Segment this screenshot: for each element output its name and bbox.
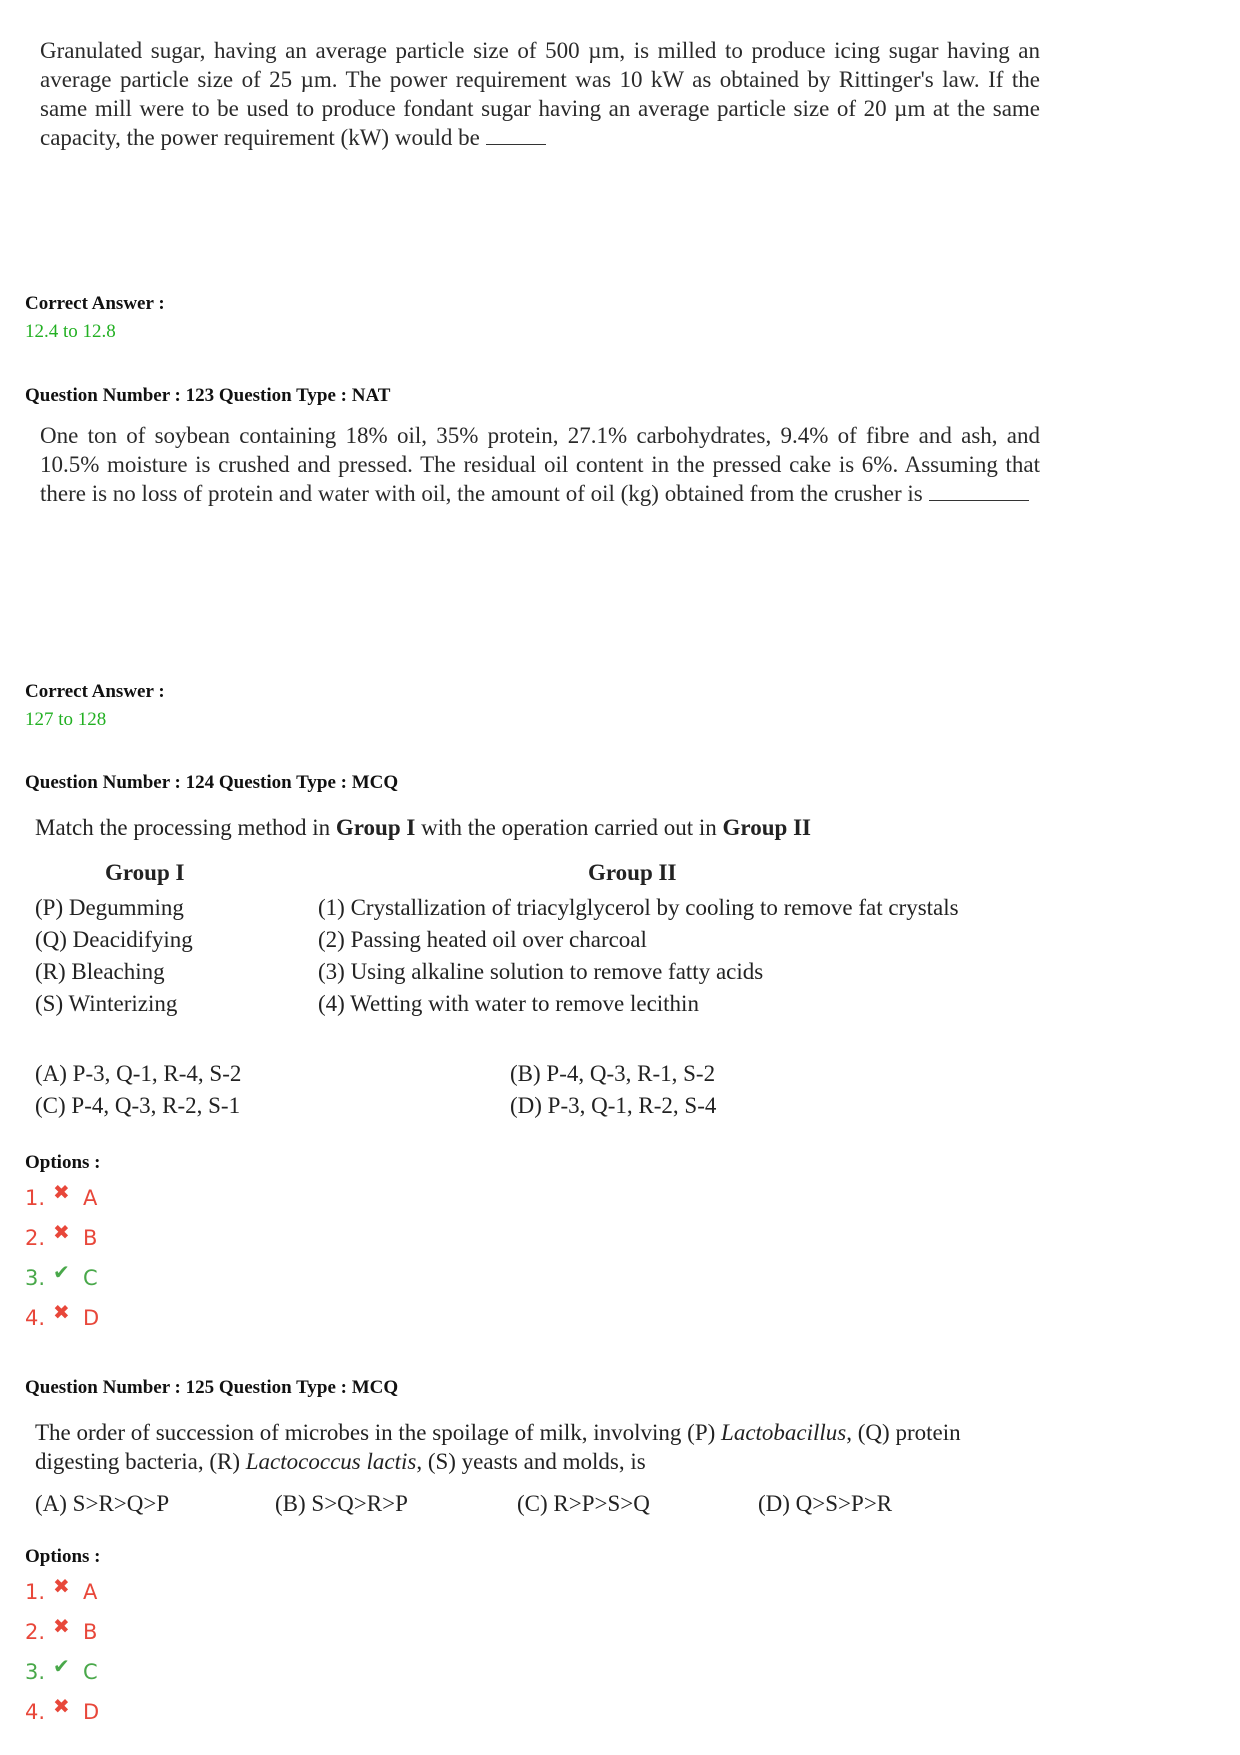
option-item-correct bbox=[25, 1652, 99, 1692]
option-number: 4. bbox=[25, 1306, 46, 1330]
option-item bbox=[25, 1612, 99, 1652]
q125-question-text bbox=[35, 1418, 995, 1476]
q124-intro-part: with the operation carried out in bbox=[415, 815, 723, 840]
option-item bbox=[25, 1218, 99, 1258]
option-letter: A bbox=[83, 1580, 98, 1604]
option-letter: B bbox=[83, 1620, 98, 1644]
cross-icon: ✖ bbox=[53, 1614, 70, 1638]
group1-item: (Q) Deacidifying bbox=[35, 927, 193, 952]
group2-item: (1) Crystallization of triacylglycerol by cooling to remove fat crystals bbox=[318, 895, 959, 920]
q125-choice-c: (C) R>P>S>Q bbox=[517, 1491, 650, 1516]
q124-choice-c: (C) P-4, Q-3, R-2, S-1 bbox=[35, 1093, 241, 1118]
check-icon: ✔ bbox=[53, 1260, 70, 1284]
group2-title: Group II bbox=[588, 860, 677, 885]
cross-icon: ✖ bbox=[53, 1694, 70, 1718]
q123-correct-answer-value: 127 to 128 bbox=[25, 709, 107, 730]
q122-correct-answer-label: Correct Answer : bbox=[25, 293, 165, 314]
option-item bbox=[25, 1178, 99, 1218]
group1-title: Group I bbox=[105, 860, 185, 885]
option-item bbox=[25, 1298, 99, 1338]
q125-header: Question Number : 125 Question Type : MCQ bbox=[25, 1377, 399, 1398]
q123-header: Question Number : 123 Question Type : NAT bbox=[25, 385, 391, 406]
q122-question-text bbox=[40, 36, 1040, 152]
option-number: 1. bbox=[25, 1186, 46, 1210]
option-number: 4. bbox=[25, 1700, 46, 1724]
answer-blank bbox=[486, 144, 546, 145]
q124-intro bbox=[35, 812, 811, 844]
answer-blank bbox=[929, 500, 1029, 501]
cross-icon: ✖ bbox=[53, 1300, 70, 1324]
q124-options-list bbox=[25, 1178, 99, 1338]
q124-options-label: Options : bbox=[25, 1152, 101, 1173]
q124-intro-part: Match the processing method in bbox=[35, 815, 336, 840]
option-letter: D bbox=[83, 1700, 100, 1724]
option-number: 3. bbox=[25, 1266, 46, 1290]
cross-icon: ✖ bbox=[53, 1220, 70, 1244]
option-letter: A bbox=[83, 1186, 98, 1210]
q122-correct-answer-value: 12.4 to 12.8 bbox=[25, 321, 116, 342]
group1-item: (R) Bleaching bbox=[35, 959, 165, 984]
q125-choice-a: (A) S>R>Q>P bbox=[35, 1491, 170, 1516]
q123-correct-answer-label: Correct Answer : bbox=[25, 681, 165, 702]
q124-choice-d: (D) P-3, Q-1, R-2, S-4 bbox=[510, 1093, 717, 1118]
q125-text-part: The order of succession of microbes in the spoilage of milk, involving (P) bbox=[35, 1420, 722, 1445]
option-number: 1. bbox=[25, 1580, 46, 1604]
group1-list bbox=[35, 892, 193, 1020]
group1-item: (S) Winterizing bbox=[35, 991, 178, 1016]
option-letter: C bbox=[83, 1660, 98, 1684]
q124-intro-group2: Group II bbox=[722, 815, 811, 840]
cross-icon: ✖ bbox=[53, 1574, 70, 1598]
check-icon: ✔ bbox=[53, 1654, 70, 1678]
option-number: 2. bbox=[25, 1620, 46, 1644]
q124-header: Question Number : 124 Question Type : MCQ bbox=[25, 772, 399, 793]
q123-question-text bbox=[40, 421, 1040, 508]
option-item bbox=[25, 1572, 99, 1612]
q125-choice-b: (B) S>Q>R>P bbox=[275, 1491, 408, 1516]
group2-list bbox=[318, 892, 959, 1020]
option-letter: B bbox=[83, 1226, 98, 1250]
option-letter: C bbox=[83, 1266, 98, 1290]
group2-item: (3) Using alkaline solution to remove fatty acids bbox=[318, 959, 764, 984]
q125-options-list bbox=[25, 1572, 99, 1732]
q125-text-part: , (Q) protein digesting bacteria, (R) bbox=[35, 1420, 961, 1474]
option-number: 3. bbox=[25, 1660, 46, 1684]
cross-icon: ✖ bbox=[53, 1180, 70, 1204]
option-number: 2. bbox=[25, 1226, 46, 1250]
q124-choice-b: (B) P-4, Q-3, R-1, S-2 bbox=[510, 1061, 716, 1086]
group1-item: (P) Degumming bbox=[35, 895, 184, 920]
group2-item: (2) Passing heated oil over charcoal bbox=[318, 927, 647, 952]
q124-intro-group1: Group I bbox=[335, 815, 416, 840]
option-item bbox=[25, 1692, 99, 1732]
q123-text: One ton of soybean containing 18% oil, 35% protein, 27.1% carbohydrates, 9.4% of fibre and ash, and 10.5% moisture is crushed and pressed. The residual oil content in the pressed cake is 6%. Assuming that there is no loss of protein and water with oil, the amount of oil (kg) obtained from the crusher is bbox=[40, 423, 1040, 506]
q125-options-label: Options : bbox=[25, 1546, 101, 1567]
q125-organism: Lactococcus lactis bbox=[245, 1449, 417, 1474]
group2-item: (4) Wetting with water to remove lecithin bbox=[318, 991, 699, 1016]
option-item-correct bbox=[25, 1258, 99, 1298]
q125-text-part: , (S) yeasts and molds, is bbox=[416, 1449, 646, 1474]
q125-choice-d: (D) Q>S>P>R bbox=[758, 1491, 893, 1516]
q124-choice-a: (A) P-3, Q-1, R-4, S-2 bbox=[35, 1061, 242, 1086]
q125-organism: Lactobacillus bbox=[721, 1420, 847, 1445]
option-letter: D bbox=[83, 1306, 100, 1330]
q122-text: Granulated sugar, having an average particle size of 500 µm, is milled to produce icing sugar having an average particle size of 25 µm. The power requirement was 10 kW as obtained by Rittinger's law. If the same mill were to be used to produce fondant sugar having an average particle size of 20 µm at the same capacity, the power requirement (kW) would be bbox=[40, 38, 1040, 150]
